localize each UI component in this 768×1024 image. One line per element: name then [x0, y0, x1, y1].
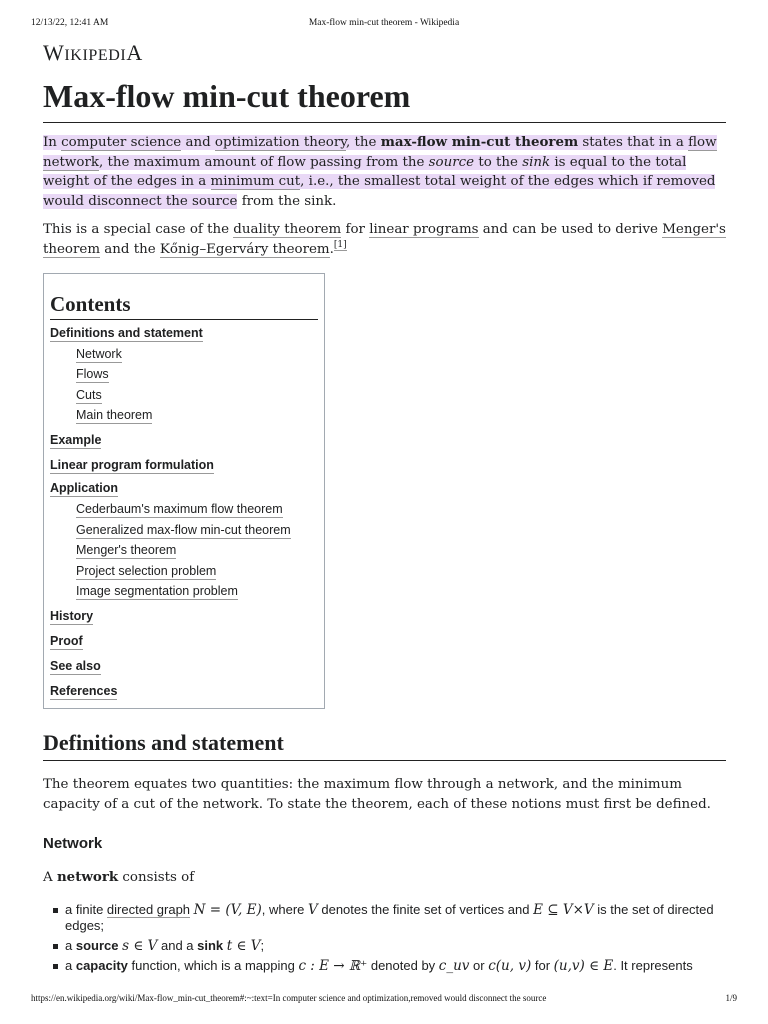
reference-1[interactable]: [1] [333, 240, 347, 251]
toc-item-mengers[interactable]: Menger's theorem [76, 543, 177, 558]
toc-item-example[interactable]: Example [50, 433, 102, 448]
link-directed-graph[interactable]: directed graph [106, 901, 191, 917]
section-heading-definitions: Definitions and statement [43, 729, 726, 761]
toc-title: Contents [50, 292, 318, 320]
print-header [31, 18, 737, 32]
toc-item-proof[interactable]: Proof [50, 634, 83, 649]
toc-item-linear-program[interactable]: Linear program formulation [50, 458, 214, 473]
link-linear-programs[interactable]: linear programs [369, 222, 479, 237]
article [43, 40, 726, 979]
toc-item-image-segmentation[interactable]: Image segmentation problem [76, 584, 238, 599]
toc-item-definitions[interactable]: Definitions and statement [50, 326, 203, 340]
print-title: Max-flow min-cut theorem - Wikipedia [308, 18, 460, 28]
toc-item-main-theorem[interactable]: Main theorem [76, 408, 153, 423]
list-item: a finite directed graph N = (V, E), where V denotes the finite set of vertices and E ⊆ V×V is the set of directed edges; [43, 902, 726, 934]
toc-item-application[interactable]: Application [50, 481, 119, 496]
link-konig-egervary-theorem[interactable]: Kőnig–Egerváry theorem [159, 241, 330, 257]
section-definitions-text: The theorem equates two quantities: the maximum flow through a network, and the minimum capacity of a cut of the network. To state the theorem, each of these notions must first be defined. [43, 777, 711, 812]
network-intro: A network consists of [43, 869, 195, 886]
print-datetime: 12/13/22, 12:41 AM [31, 18, 109, 28]
toc-item-cederbaum[interactable]: Cederbaum's maximum flow theorem [76, 501, 283, 516]
toc-item-project-selection[interactable]: Project selection problem [76, 563, 217, 578]
list-item: a capacity function, which is a mapping c : E → ℝ⁺ denoted by c_uv or c(u, v) for (u,v) ∈ E. It represents [43, 958, 726, 975]
print-url: https://en.wikipedia.org/wiki/Max-flow_min-cut_theorem#:~:text=In computer science and optimization,removed would disconnect the source [31, 993, 547, 1003]
print-footer [31, 993, 737, 1007]
toc-item-generalized[interactable]: Generalized max-flow min-cut theorem [76, 522, 291, 537]
toc-item-network[interactable]: Network [76, 346, 122, 361]
network-definition-list [43, 902, 726, 975]
toc-item-cuts[interactable]: Cuts [76, 387, 102, 402]
print-page-number: 1/9 [725, 993, 737, 1003]
link-computer-science[interactable]: computer science [61, 135, 182, 150]
link-flow-network[interactable]: flow network [43, 135, 717, 170]
link-optimization-theory[interactable]: optimization theory [214, 135, 347, 150]
link-mengers-theorem[interactable]: Menger's theorem [43, 222, 726, 257]
lead-paragraph: In computer science and optimization theory, the max-flow min-cut theorem states that in a flow network, the maximum amount of flow passing from the source to the sink is equal to the total weight of the edges in a minimum cut, i.e., the smallest total weight of the edges which if removed would disconnect the source from the sink. [43, 134, 717, 209]
duality-paragraph: This is a special case of the duality theorem for linear programs and can be used to derive Menger's theorem and the Kőnig–Egerváry theorem.[1] [43, 222, 726, 257]
toc-item-see-also[interactable]: See also [50, 659, 101, 674]
link-minimum-cut[interactable]: minimum cut [210, 174, 301, 189]
toc-item-history[interactable]: History [50, 609, 94, 624]
link-duality-theorem[interactable]: duality theorem [233, 222, 342, 237]
toc-item-references[interactable]: References [50, 684, 118, 699]
wikipedia-wordmark[interactable]: WIKIPEDIA [43, 40, 143, 65]
subsection-heading-network: Network [43, 835, 103, 853]
list-item: a source s ∈ V and a sink t ∈ V; [43, 938, 726, 955]
table-of-contents [43, 273, 325, 709]
toc-item-flows[interactable]: Flows [76, 367, 109, 382]
page-title: Max-flow min-cut theorem [43, 76, 726, 123]
